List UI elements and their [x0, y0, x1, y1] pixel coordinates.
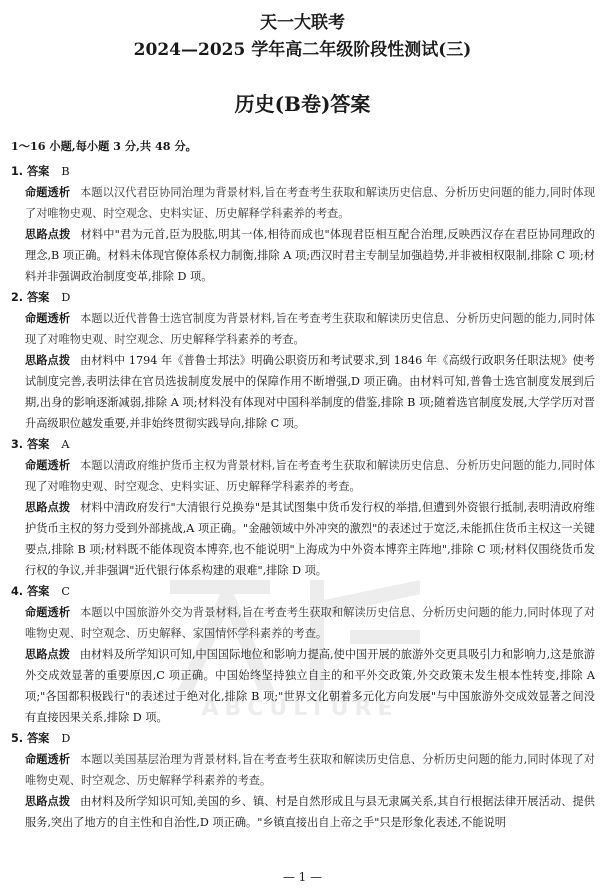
answer-line — [11, 581, 595, 602]
question-number: 4. — [11, 585, 24, 598]
hint-text: 由材料中 1794 年《普鲁士邦法》明确公职资历和考试要求,到 1846 年《高级行政职务任职法规》使考试制度完善,表明法律在官员选拔制度发展中的保障作用不断增强,D 项正确。由材料可知,普鲁士选官制度发展到后期,出身的影响逐渐减弱,排除 A 项;材料没有体现对中国科举制度的借鉴,排除 B 项;随着选官制度发展,大学学历对晋升高级职位越发重要,并非始终贯彻实践导向,排除 C 项。 — [25, 354, 595, 430]
question-number: 2. — [11, 291, 24, 304]
watermark-text: ABCULTURE — [201, 696, 399, 720]
analysis-paragraph — [25, 455, 595, 497]
scoring-intro: 1～16 小题,每小题 3 分,共 48 分。 — [11, 139, 197, 153]
analysis-text: 本题以清政府维护货币主权为背景材料,旨在考查考生获取和解读历史信息、分析历史问题的能力,同时体现了对唯物史观、时空观念、史料实证、历史解释学科素养的考查。 — [25, 459, 595, 493]
hint-paragraph — [25, 224, 595, 287]
analysis-label: 命题透析 — [25, 459, 71, 472]
analysis-label: 命题透析 — [25, 606, 71, 619]
question-block — [11, 161, 595, 287]
answer-label: 答案 — [26, 290, 50, 304]
answer-value: B — [61, 165, 70, 178]
hint-label: 思路点拨 — [25, 354, 71, 367]
answer-content — [11, 136, 595, 833]
analysis-text: 本题以近代普鲁士选官制度为背景材料,旨在考查考生获取和解读历史信息、分析历史问题的能力,同时体现了对唯物史观、时空观念、历史解释学科素养的考查。 — [25, 312, 595, 346]
question-block — [11, 728, 595, 833]
hint-text: 由材料及所学知识可知,美国的乡、镇、村是自然形成且与县无隶属关系,其自行根据法律开展活动、提供服务,突出了地方的自主性和自治性,D 项正确。"乡镇直接出自上帝之手"只是形象化表述,不能说明 — [25, 795, 595, 829]
question-number: 5. — [11, 732, 24, 745]
answer-line — [11, 434, 595, 455]
answer-label: 答案 — [26, 584, 50, 598]
answer-line — [11, 287, 595, 308]
page-number: — 1 — — [282, 870, 323, 884]
question-block — [11, 581, 595, 728]
hint-paragraph — [25, 350, 595, 434]
page-title: 历史(B卷)答案 — [234, 92, 371, 116]
answer-label: 答案 — [26, 437, 50, 451]
analysis-text: 本题以美国基层治理为背景材料,旨在考查考生获取和解读历史信息、分析历史问题的能力,同时体现了对唯物史观、时空观念、历史解释学科素养的考查。 — [25, 753, 595, 787]
answer-label: 答案 — [26, 164, 50, 178]
analysis-paragraph — [25, 749, 595, 791]
analysis-label: 命题透析 — [25, 186, 71, 199]
hint-paragraph — [25, 791, 595, 833]
answer-value: C — [61, 585, 70, 598]
hint-label: 思路点拨 — [25, 228, 71, 241]
hint-label: 思路点拨 — [25, 501, 71, 514]
answer-label: 答案 — [26, 731, 50, 745]
answer-line — [11, 161, 595, 182]
question-number: 1. — [11, 165, 24, 178]
exam-org-title: 天一大联考 — [260, 13, 345, 33]
answer-value: D — [61, 732, 71, 745]
exam-title: 2024—2025 学年高二年级阶段性测试(三) — [133, 40, 472, 60]
analysis-paragraph — [25, 602, 595, 644]
analysis-text: 本题以汉代君臣协同治理为背景材料,旨在考查考生获取和解读历史信息、分析历史问题的能力,同时体现了对唯物史观、时空观念、史料实证、历史解释学科素养的考查。 — [25, 186, 595, 220]
analysis-text: 本题以中国旅游外交为背景材料,旨在考查考生获取和解读历史信息、分析历史问题的能力,同时体现了对唯物史观、时空观念、历史解释、家国情怀学科素养的考查。 — [25, 606, 595, 640]
answer-line — [11, 728, 595, 749]
answer-value: D — [61, 291, 71, 304]
hint-label: 思路点拨 — [25, 648, 70, 661]
question-block — [11, 434, 595, 581]
hint-text: 由材料及所学知识可知,中国国际地位和影响力提高,使中国开展的旅游外交更具吸引力和影响力,这是旅游外交成效显著的重要原因,C 项正确。中国始终坚持独立自主的和平外交政策,外交政策未发生根本性转变,排除 A 项;"各国都积极践行"的表述过于绝对化,排除 B 项;"世界文化朝着多元化方向发展"与中国旅游外交成效显著之间没有直接因果关系,排除 D 项。 — [25, 648, 595, 724]
analysis-label: 命题透析 — [25, 312, 71, 325]
hint-label: 思路点拨 — [25, 795, 71, 808]
analysis-paragraph — [25, 308, 595, 350]
hint-paragraph — [25, 644, 595, 728]
analysis-paragraph — [25, 182, 595, 224]
hint-text: 材料中清政府发行"大清银行兑换券"是其试图集中货币发行权的举措,但遭到外资银行抵制,表明清政府维护货币主权的努力受到外部挑战,A 项正确。"金融领域中外冲突的激烈"的表述过于宽泛,未能抓住货币主权这一关键要点,排除 B 项;材料既不能体现资本博弈,也不能说明"上海成为中外资本博弈主阵地",排除 C 项;材料仅围绕货币发行权的争议,并非强调"近代银行体系构建的艰难",排除 D 项。 — [25, 501, 595, 577]
question-number: 3. — [11, 438, 24, 451]
hint-paragraph — [25, 497, 595, 581]
question-block — [11, 287, 595, 434]
analysis-label: 命题透析 — [25, 753, 71, 766]
hint-text: 材料中"君为元首,臣为股肱,明其一体,相待而成也"体现君臣相互配合治理,反映西汉存在君臣协同理政的理念,B 项正确。材料未体现官僚体系权力制衡,排除 A 项;西汉时君主专制呈加强趋势,并非被相权限制,排除 C 项;材料并非强调政治制度变革,排除 D 项。 — [25, 228, 595, 283]
answer-value: A — [61, 438, 70, 451]
